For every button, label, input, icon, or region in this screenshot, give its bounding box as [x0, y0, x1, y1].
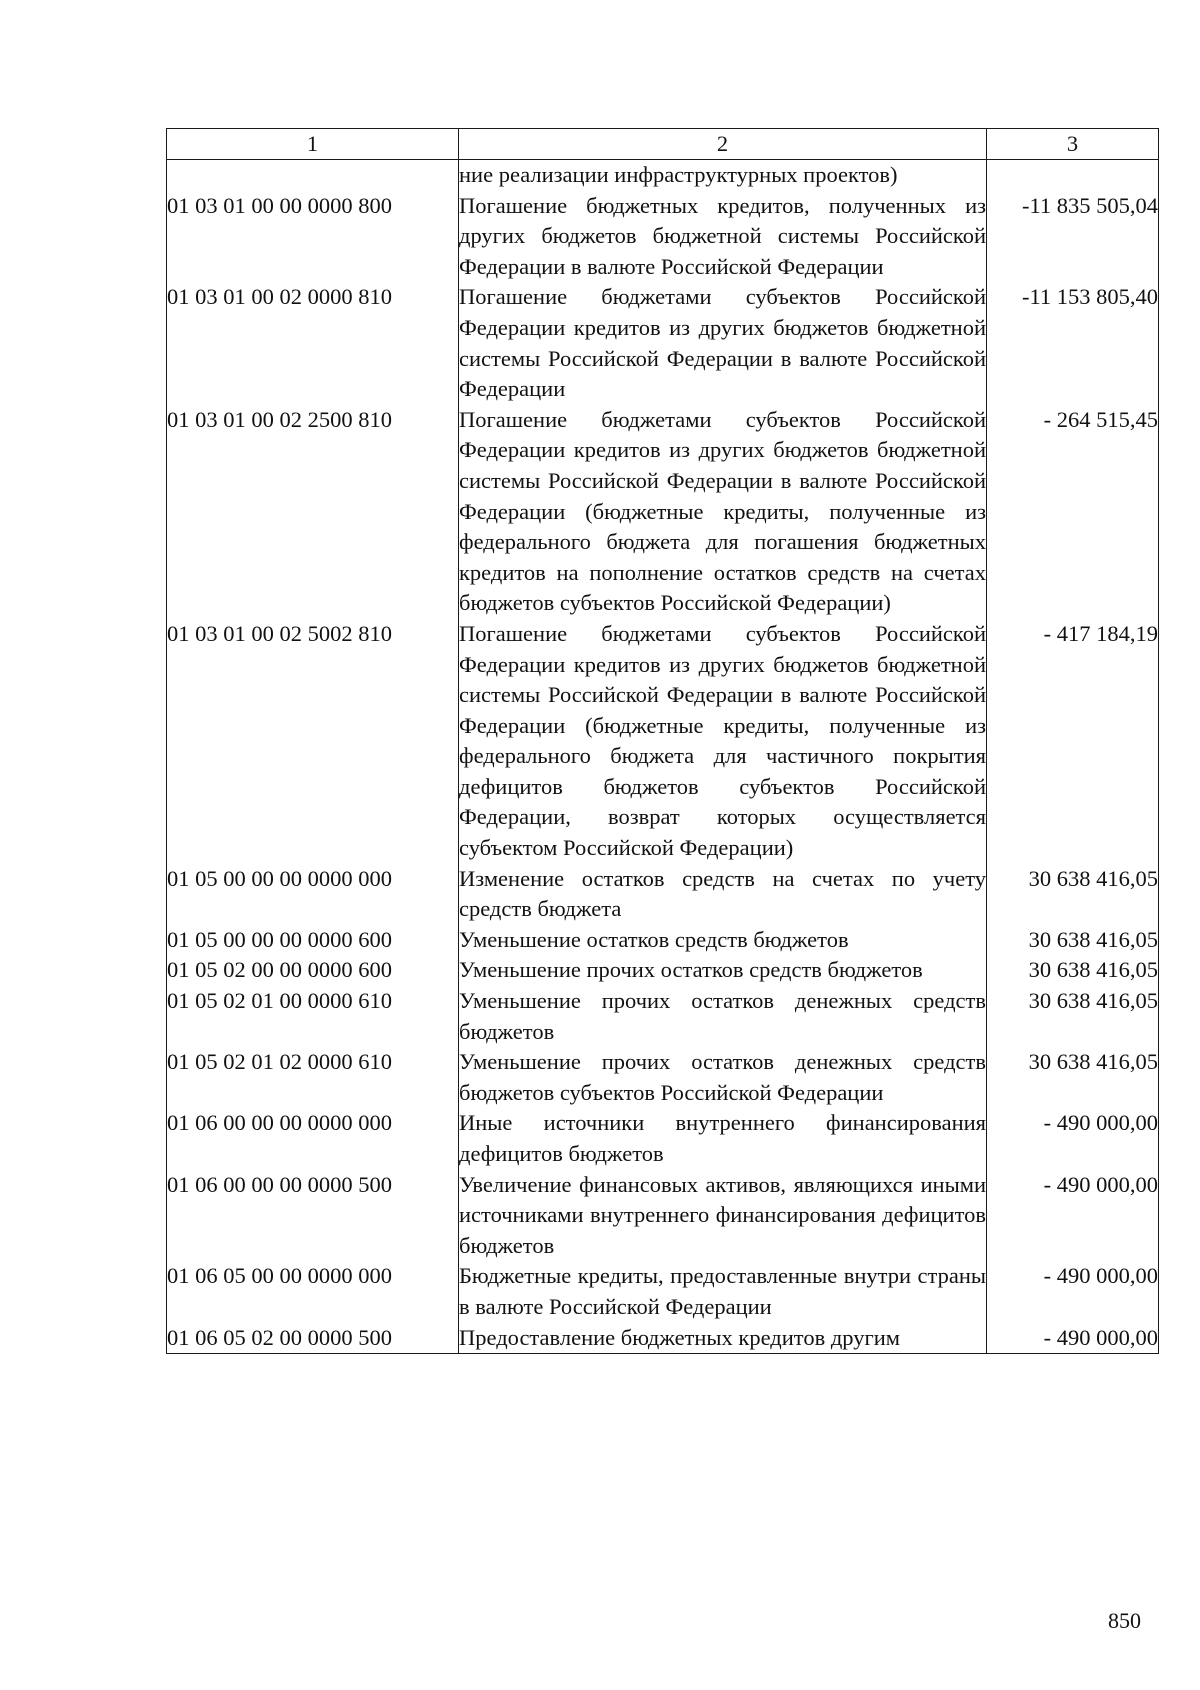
budget-sources-table [166, 128, 1159, 1354]
row-amount: - 264 515,45 [987, 405, 1159, 619]
row-name: Уменьшение прочих остатков средств бюджетов [459, 955, 987, 986]
row-name: Бюджетные кредиты, предоставленные внутри страны в валюте Российской Федерации [459, 1261, 987, 1322]
row-code: 01 05 02 00 00 0000 600 [167, 955, 459, 986]
table-row [167, 986, 1159, 1047]
row-code: 01 06 00 00 00 0000 500 [167, 1170, 459, 1262]
row-amount: 30 638 416,05 [987, 1047, 1159, 1108]
column-header-name: 2 [459, 129, 987, 160]
row-amount: - 490 000,00 [987, 1170, 1159, 1262]
row-code: 01 03 01 00 02 2500 810 [167, 405, 459, 619]
row-amount: 30 638 416,05 [987, 986, 1159, 1047]
row-name: Увеличение финансовых активов, являющихся иными источниками внутреннего финансирования дефицитов бюджетов [459, 1170, 987, 1262]
row-amount: - 490 000,00 [987, 1261, 1159, 1322]
row-code: 01 03 01 00 00 0000 800 [167, 191, 459, 283]
row-name: Иные источники внутреннего финансирования дефицитов бюджетов [459, 1108, 987, 1169]
table-header-row [167, 129, 1159, 160]
row-name: ние реализации инфраструктурных проектов) [459, 160, 987, 191]
table-row [167, 925, 1159, 956]
row-code: 01 05 00 00 00 0000 600 [167, 925, 459, 956]
column-header-code: 1 [167, 129, 459, 160]
row-amount: 30 638 416,05 [987, 925, 1159, 956]
table-row [167, 405, 1159, 619]
row-name: Погашение бюджетами субъектов Российской Федерации кредитов из других бюджетов бюджетной системы Российской Федерации в валюте Российской Федерации (бюджетные кредиты, полученные из федерального бюджета для частичного покрытия дефицитов бюджетов субъектов Российской Федерации, возврат которых осуществляется субъектом Российской Федерации) [459, 619, 987, 864]
row-name: Предоставление бюджетных кредитов другим [459, 1323, 987, 1354]
row-code: 01 06 05 02 00 0000 500 [167, 1323, 459, 1354]
table-row [167, 1323, 1159, 1354]
row-name: Изменение остатков средств на счетах по учету средств бюджета [459, 864, 987, 925]
row-name: Погашение бюджетами субъектов Российской Федерации кредитов из других бюджетов бюджетной системы Российской Федерации в валюте Российской Федерации [459, 282, 987, 404]
table-row [167, 160, 1159, 191]
row-name: Уменьшение остатков средств бюджетов [459, 925, 987, 956]
table-row [167, 191, 1159, 283]
row-code: 01 05 02 01 02 0000 610 [167, 1047, 459, 1108]
table-row [167, 1261, 1159, 1322]
row-amount: -11 835 505,04 [987, 191, 1159, 283]
table-row [167, 282, 1159, 404]
row-name: Уменьшение прочих остатков денежных средств бюджетов субъектов Российской Федерации [459, 1047, 987, 1108]
row-amount [987, 160, 1159, 191]
row-code: 01 06 00 00 00 0000 000 [167, 1108, 459, 1169]
row-amount: - 417 184,19 [987, 619, 1159, 864]
page-number: 850 [1108, 1608, 1141, 1633]
row-code: 01 05 02 01 00 0000 610 [167, 986, 459, 1047]
row-name: Погашение бюджетами субъектов Российской Федерации кредитов из других бюджетов бюджетной системы Российской Федерации в валюте Российской Федерации (бюджетные кредиты, полученные из федерального бюджета для погашения бюджетных кредитов на пополнение остатков средств на счетах бюджетов субъектов Российской Федерации) [459, 405, 987, 619]
row-amount: -11 153 805,40 [987, 282, 1159, 404]
table-row [167, 864, 1159, 925]
row-code: 01 06 05 00 00 0000 000 [167, 1261, 459, 1322]
row-code: 01 03 01 00 02 5002 810 [167, 619, 459, 864]
table-row [167, 955, 1159, 986]
table-row [167, 1108, 1159, 1169]
row-amount: 30 638 416,05 [987, 955, 1159, 986]
table-row [167, 1047, 1159, 1108]
row-amount: - 490 000,00 [987, 1108, 1159, 1169]
row-code: 01 05 00 00 00 0000 000 [167, 864, 459, 925]
row-amount: - 490 000,00 [987, 1323, 1159, 1354]
row-name: Уменьшение прочих остатков денежных средств бюджетов [459, 986, 987, 1047]
row-code [167, 160, 459, 191]
row-code: 01 03 01 00 02 0000 810 [167, 282, 459, 404]
row-name: Погашение бюджетных кредитов, полученных из других бюджетов бюджетной системы Российской Федерации в валюте Российской Федерации [459, 191, 987, 283]
table-row [167, 619, 1159, 864]
column-header-amount: 3 [987, 129, 1159, 160]
table-row [167, 1170, 1159, 1262]
row-amount: 30 638 416,05 [987, 864, 1159, 925]
